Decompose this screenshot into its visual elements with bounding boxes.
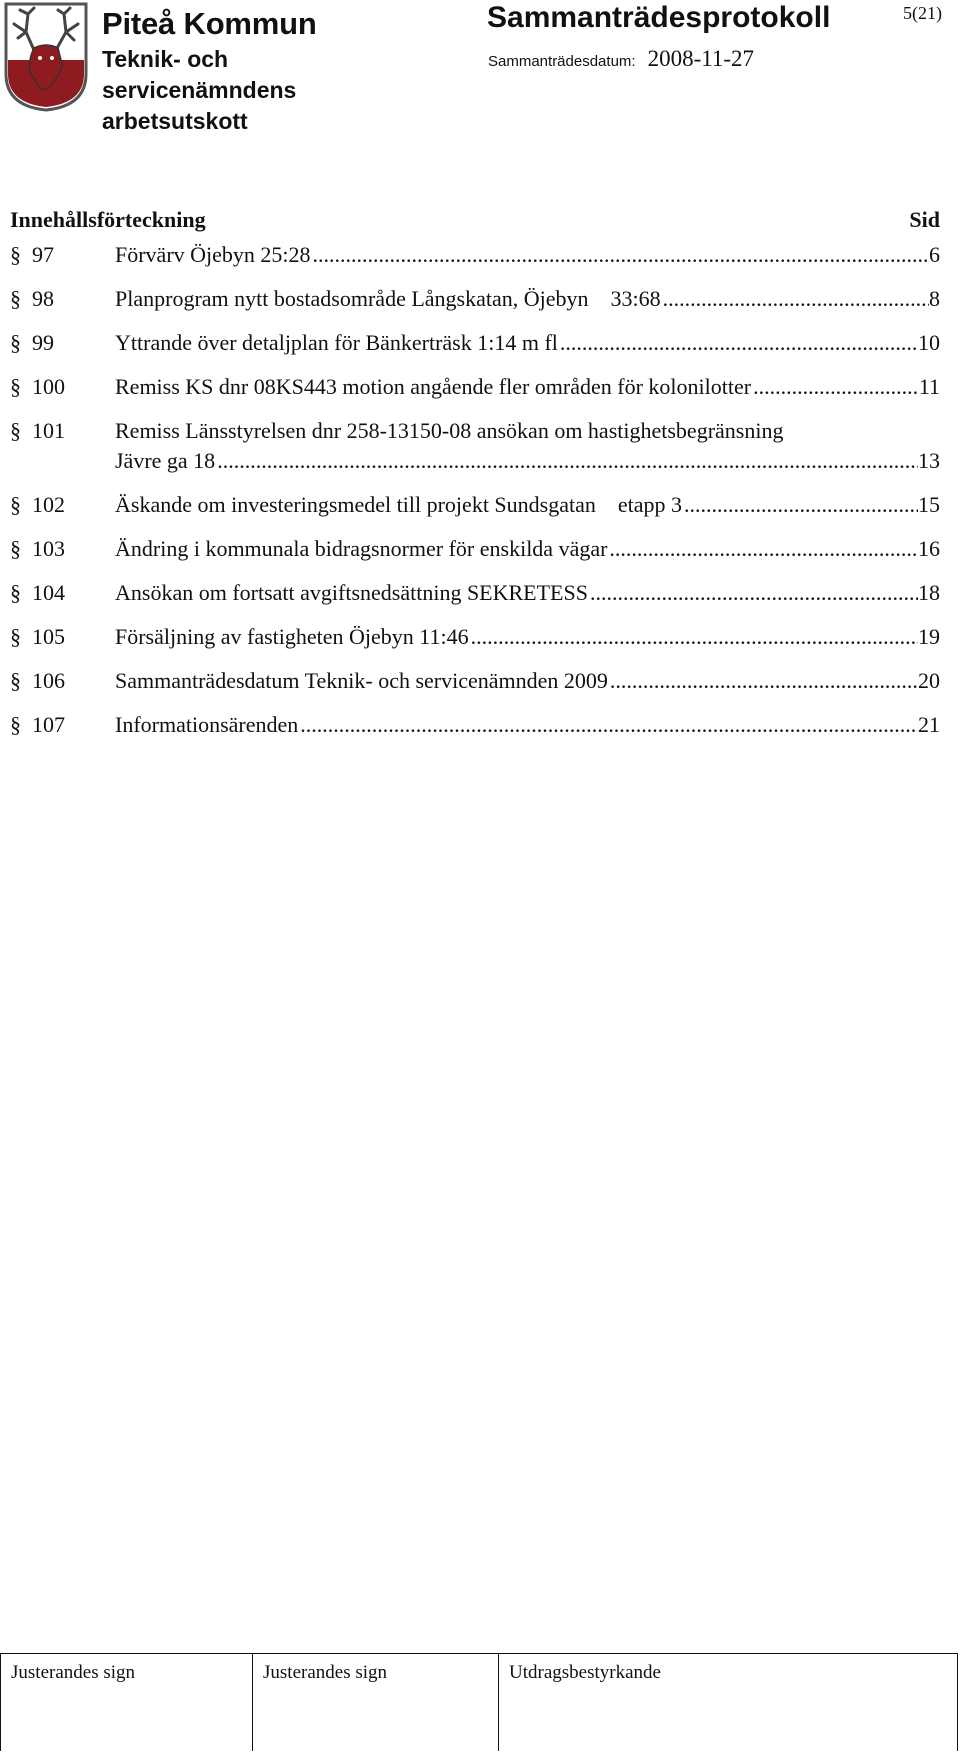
- toc-entry: [10, 372, 940, 402]
- toc-entry-number: 100: [32, 374, 65, 399]
- meeting-date-line: [488, 46, 754, 72]
- toc-entry-number: 104: [32, 580, 65, 605]
- toc-entry-number: 105: [32, 624, 65, 649]
- toc-entry: [10, 240, 940, 270]
- toc-page-heading: Sid: [909, 207, 940, 232]
- section-symbol: §: [10, 536, 21, 561]
- table-of-contents: [10, 200, 940, 754]
- toc-entry-page: 13: [918, 448, 940, 473]
- toc-entry: [10, 490, 940, 520]
- municipality-name: Piteå Kommun: [102, 6, 317, 41]
- toc-heading: Innehållsförteckning: [10, 207, 206, 232]
- toc-entry-title: Ansökan om fortsatt avgiftsnedsättning SEKRETESS: [115, 580, 588, 605]
- dot-leader: [313, 240, 929, 270]
- certification-cell: Utdragsbestyrkande: [509, 1662, 661, 1683]
- section-symbol: §: [10, 712, 21, 737]
- toc-entry: [10, 622, 940, 652]
- dot-leader: [471, 622, 918, 652]
- toc-entry-title: Försäljning av fastigheten Öjebyn 11:46: [115, 624, 469, 649]
- document-title: Sammanträdesprotokoll: [487, 1, 831, 34]
- dot-leader: [609, 534, 918, 564]
- dot-leader: [663, 284, 929, 314]
- section-symbol: §: [10, 374, 21, 399]
- dot-leader: [300, 710, 918, 740]
- toc-entry-title: Äskande om investeringsmedel till projekt Sundsgatan etapp 3: [115, 492, 683, 517]
- toc-entry-title: Jävre ga 18: [115, 448, 216, 473]
- signature-footer: [0, 1653, 958, 1751]
- board-name: Teknik- och servicenämndens arbetsutskott: [102, 46, 297, 134]
- dot-leader: [684, 490, 918, 520]
- toc-entry-number: 102: [32, 492, 65, 517]
- toc-entry-number: 103: [32, 536, 65, 561]
- toc-entry-page: 16: [918, 536, 940, 561]
- toc-entry-page: 6: [929, 242, 940, 267]
- section-symbol: §: [10, 624, 21, 649]
- toc-entry-page: 15: [918, 492, 940, 517]
- toc-entry-number: 97: [32, 242, 54, 267]
- meeting-date-label: Sammanträdesdatum:: [488, 53, 636, 70]
- toc-entry-page: 19: [918, 624, 940, 649]
- toc-entry-number: 101: [32, 418, 65, 443]
- toc-entry-title: Informationsärenden: [115, 712, 299, 737]
- toc-entry-number: 106: [32, 668, 65, 693]
- organization: [102, 4, 362, 137]
- page-number: 5(21): [903, 3, 942, 23]
- toc-entry: [10, 578, 940, 608]
- meeting-date-value: 2008-11-27: [647, 46, 755, 71]
- toc-entry-page: 8: [929, 286, 940, 311]
- section-symbol: §: [10, 492, 21, 517]
- toc-header: [10, 200, 940, 240]
- section-symbol: §: [10, 418, 21, 443]
- section-symbol: §: [10, 330, 21, 355]
- section-symbol: §: [10, 668, 21, 693]
- dot-leader: [560, 328, 918, 358]
- toc-entry: [10, 284, 940, 314]
- toc-entry-title: Planprogram nytt bostadsområde Långskatan, Öjebyn 33:68: [115, 286, 661, 311]
- toc-entry: [10, 328, 940, 358]
- signature-cell: Justerandes sign: [253, 1654, 499, 1751]
- signature-cell: Justerandes sign: [1, 1654, 253, 1751]
- toc-entry: [10, 710, 940, 740]
- toc-entry-number: 99: [32, 330, 54, 355]
- toc-entry-title: Yttrande över detaljplan för Bänkerträsk 1:14 m fl: [115, 330, 558, 355]
- toc-entry-page: 18: [918, 580, 940, 605]
- toc-entry-number: 98: [32, 286, 54, 311]
- section-symbol: §: [10, 580, 21, 605]
- toc-entry-title: Ändring i kommunala bidragsnormer för enskilda vägar: [115, 536, 608, 561]
- toc-entry-title: Remiss KS dnr 08KS443 motion angående fler områden för kolonilotter: [115, 374, 752, 399]
- dot-leader: [590, 578, 918, 608]
- toc-entry-number: 107: [32, 712, 65, 737]
- toc-entry: [10, 416, 940, 476]
- section-symbol: §: [10, 242, 21, 267]
- dot-leader: [217, 446, 918, 476]
- dot-leader: [610, 666, 918, 696]
- toc-entry-title: Sammanträdesdatum Teknik- och servicenämnden 2009: [115, 668, 608, 693]
- toc-entry-page: 21: [918, 712, 940, 737]
- toc-entry: [10, 666, 940, 696]
- toc-entry-title-line1: Remiss Länsstyrelsen dnr 258-13150-08 ansökan om hastighetsbegränsning: [115, 418, 784, 443]
- reindeer-coat-of-arms-icon: [4, 2, 88, 112]
- toc-entry: [10, 534, 940, 564]
- section-symbol: §: [10, 286, 21, 311]
- toc-entry-page: 10: [918, 330, 940, 355]
- page-header: [0, 0, 960, 140]
- toc-entry-title: Förvärv Öjebyn 25:28: [115, 242, 311, 267]
- dot-leader: [753, 372, 919, 402]
- toc-entry-page: 11: [918, 374, 940, 399]
- toc-entry-page: 20: [918, 668, 940, 693]
